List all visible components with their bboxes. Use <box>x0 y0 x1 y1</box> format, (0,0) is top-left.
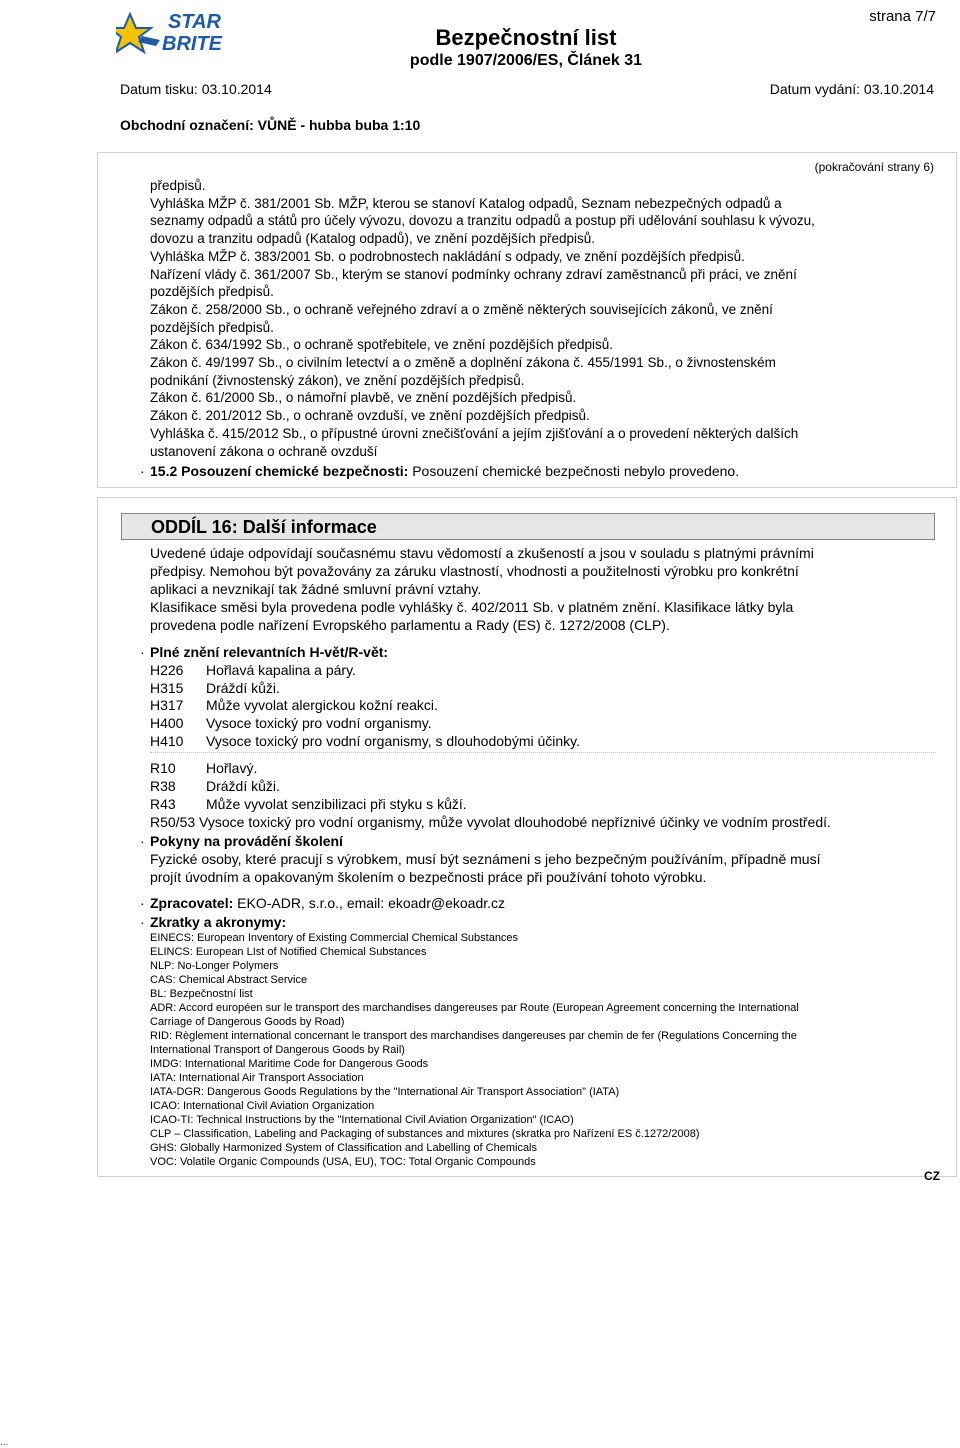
chemical-safety-assessment <box>150 462 940 480</box>
h-text: Vysoce toxický pro vodní organismy, s dlouhodobými účinky. <box>206 733 581 749</box>
continuation-note: (pokračování strany 6) <box>814 160 934 174</box>
h-code: H317 <box>150 697 184 713</box>
svg-text:STAR: STAR <box>168 11 221 33</box>
trade-name: Obchodní označení: VŮNĚ - hubba buba 1:10 <box>120 117 421 133</box>
phrases-label: Plné znění relevantních H-vět/R-vět: <box>150 644 389 660</box>
abbreviation-line: CAS: Chemical Abstract Service <box>150 974 308 986</box>
abbreviation-line: International Transport of Dangerous Goods by Rail) <box>150 1044 405 1056</box>
bullet-dot: · <box>140 895 145 911</box>
abbreviation-line: ADR: Accord européen sur le transport des marchandises dangereuses par Route (European Agreement concerning the International <box>150 1002 799 1014</box>
intro-line: Klasifikace směsi byla provedena podle vyhlášky č. 402/2011 Sb. v platném znění. Klasifikace látky byla <box>150 599 794 615</box>
bullet-dot: · <box>140 833 145 849</box>
regulation-line: Zákon č. 201/2012 Sb., o ochraně ovzduší, ve znění pozdějších předpisů. <box>150 408 590 424</box>
document-subtitle: podle 1907/2006/ES, Článek 31 <box>409 52 643 69</box>
h-code: H410 <box>150 733 184 749</box>
regulation-line: Nařízení vlády č. 361/2007 Sb., kterým se stanoví podmínky ochrany zdraví zaměstnanců při práci, ve znění <box>150 266 797 282</box>
abbreviation-line: GHS: Globally Harmonized System of Classification and Labelling of Chemicals <box>150 1142 538 1154</box>
section-16-intro <box>150 544 940 634</box>
processor <box>150 894 940 912</box>
r-text: Hořlavý. <box>206 760 258 776</box>
regulation-line: podnikání (živnostenský zákon), ve znění pozdějších předpisů. <box>150 372 525 388</box>
intro-line: Uvedené údaje odpovídají současnému stavu vědomostí a zkušeností a jsou v souladu s platnými právními <box>150 545 814 561</box>
h-text: Může vyvolat alergickou kožní reakci. <box>206 697 438 713</box>
h-code: H226 <box>150 662 184 678</box>
r-text: Může vyvolat senzibilizaci při styku s kůží. <box>206 796 467 812</box>
abbreviation-line: NLP: No-Longer Polymers <box>150 960 279 972</box>
abbreviation-line: BL: Bezpečnostní list <box>150 988 253 1000</box>
r-code: R38 <box>150 778 176 794</box>
training-text <box>150 850 940 886</box>
regulation-line: seznamy odpadů a států pro účely vývozu, dovozu a tranzitu odpadů a postup při udělování souhlasu k vývozu, <box>150 213 815 229</box>
r-phrase-row <box>150 796 467 812</box>
regulation-line: pozdějších předpisů. <box>150 319 274 335</box>
language-code: CZ <box>924 1169 940 1183</box>
h-text: Hořlavá kapalina a páry. <box>206 662 356 678</box>
h-phrase-row <box>150 697 438 713</box>
assessment-value: Posouzení chemické bezpečnosti nebylo provedeno. <box>412 463 740 479</box>
intro-line: provedena podle nařízení Evropského parlamentu a Rady (ES) č. 1272/2008 (CLP). <box>150 617 670 633</box>
assessment-label: 15.2 Posouzení chemické bezpečnosti: <box>150 463 409 479</box>
edge-mark: ... <box>0 1437 9 1448</box>
abbreviation-line: RID: Règlement international concernant le transport des marchandises dangereuses par chemin de fer (Regulations Concerning the <box>150 1030 797 1042</box>
regulation-line: Vyhláška č. 415/2012 Sb., o přípustné úrovni znečišťování a jejím zjišťování a o provedení některých dalších <box>150 425 799 441</box>
h-phrase-row <box>150 662 356 678</box>
regulation-line: dovozu a tranzitu odpadů (Katalog odpadů), ve znění pozdějších předpisů. <box>150 231 596 247</box>
processor-label: Zpracovatel: <box>150 895 234 911</box>
training-line: Fyzické osoby, které pracují s výrobkem, musí být seznámeni s jeho bezpečným používáním, případně musí <box>150 851 821 867</box>
regulation-line: předpisů. <box>150 178 206 193</box>
regulation-line: Zákon č. 634/1992 Sb., o ochraně spotřebitele, ve znění pozdějších předpisů. <box>150 337 614 353</box>
document-title: Bezpečnostní list <box>435 25 617 50</box>
h-phrase-row <box>150 733 580 749</box>
intro-line: aplikaci a nevznikají tak žádné smluvní právní vztahy. <box>150 581 482 597</box>
intro-line: předpisy. Nemohou být považovány za záruku vlastností, vhodnosti a použitelnosti výrobku pro konkrétní <box>150 563 799 579</box>
abbreviation-line: ICAO-TI: Technical Instructions by the "International Civil Aviation Organization" (ICAO) <box>150 1114 574 1126</box>
print-date: Datum tisku: 03.10.2014 <box>120 81 272 97</box>
page-number: strana 7/7 <box>869 8 936 25</box>
issue-date: Datum vydání: 03.10.2014 <box>769 81 934 97</box>
abbreviation-line: ICAO: International Civil Aviation Organization <box>150 1100 375 1112</box>
abbreviation-line: Carriage of Dangerous Goods by Road) <box>150 1016 345 1028</box>
abbreviation-line: IATA-DGR: Dangerous Goods Regulations by the "International Air Transport Association" (IATA) <box>150 1086 620 1098</box>
section-16-heading: ODDÍL 16: Další informace <box>121 513 935 540</box>
h-phrase-row <box>150 680 280 696</box>
bullet-dot: · <box>140 463 145 479</box>
regulation-line: pozdějších předpisů. <box>150 284 274 300</box>
abbreviation-line: IATA: International Air Transport Association <box>150 1072 364 1084</box>
abbreviation-line: ELINCS: European LIst of Notified Chemical Substances <box>150 946 427 958</box>
abbreviation-line: CLP – Classification, Labeling and Packaging of substances and mixtures (skratka pro Nařízení ES č.1272/2008) <box>150 1128 700 1140</box>
processor-value: EKO-ADR, s.r.o., email: ekoadr@ekoadr.cz <box>237 895 506 911</box>
training-line: projít úvodním a opakovaným školením o bezpečnosti práce při používání tohoto výrobku. <box>150 869 707 885</box>
h-phrase-row <box>150 715 432 731</box>
h-text: Dráždí kůži. <box>206 680 280 696</box>
r-phrase-row <box>150 760 257 776</box>
h-text: Vysoce toxický pro vodní organismy. <box>206 715 432 731</box>
regulation-list <box>150 177 940 460</box>
r-text: Dráždí kůži. <box>206 778 280 794</box>
regulation-line: Zákon č. 258/2000 Sb., o ochraně veřejného zdraví a o změně některých souvisejících zákonů, ve znění <box>150 301 773 317</box>
r50-phrase-row: R50/53 Vysoce toxický pro vodní organismy, může vyvolat dlouhodobé nepříznivé účinky ve vodním prostředí. <box>150 814 831 830</box>
h-code: H315 <box>150 680 184 696</box>
regulation-line: Zákon č. 49/1997 Sb., o civilním letectví a o změně a doplnění zákona č. 455/1991 Sb., o živnostenském <box>150 355 776 371</box>
abbreviations-list <box>150 931 940 1169</box>
bullet-dot: · <box>140 644 145 660</box>
regulation-line: Zákon č. 61/2000 Sb., o námořní plavbě, ve znění pozdějších předpisů. <box>150 390 577 406</box>
abbreviations-label: Zkratky a akronymy: <box>150 914 287 930</box>
training-label: Pokyny na provádění školení <box>150 833 343 849</box>
regulation-line: Vyhláška MŽP č. 383/2001 Sb. o podrobnostech nakládání s odpady, ve znění pozdějších předpisů. <box>150 248 745 264</box>
regulation-line: ustanovení zákona o ochraně ovzduší <box>150 443 378 459</box>
r-code: R43 <box>150 796 176 812</box>
abbreviation-line: VOC: Volatile Organic Compounds (USA, EU), TOC: Total Organic Compounds <box>150 1156 536 1168</box>
r-code: R10 <box>150 760 176 776</box>
svg-text:BRITE: BRITE <box>162 33 222 55</box>
dotted-separator <box>150 752 936 753</box>
regulation-line: Vyhláška MŽP č. 381/2001 Sb. MŽP, kterou se stanoví Katalog odpadů, Seznam nebezpečných odpadů a <box>150 195 782 211</box>
abbreviation-line: EINECS: European Inventory of Existing Commercial Chemical Substances <box>150 932 519 944</box>
bullet-dot: · <box>140 914 145 930</box>
h-code: H400 <box>150 715 184 731</box>
abbreviation-line: IMDG: International Maritime Code for Dangerous Goods <box>150 1058 429 1070</box>
r-phrase-row <box>150 778 280 794</box>
